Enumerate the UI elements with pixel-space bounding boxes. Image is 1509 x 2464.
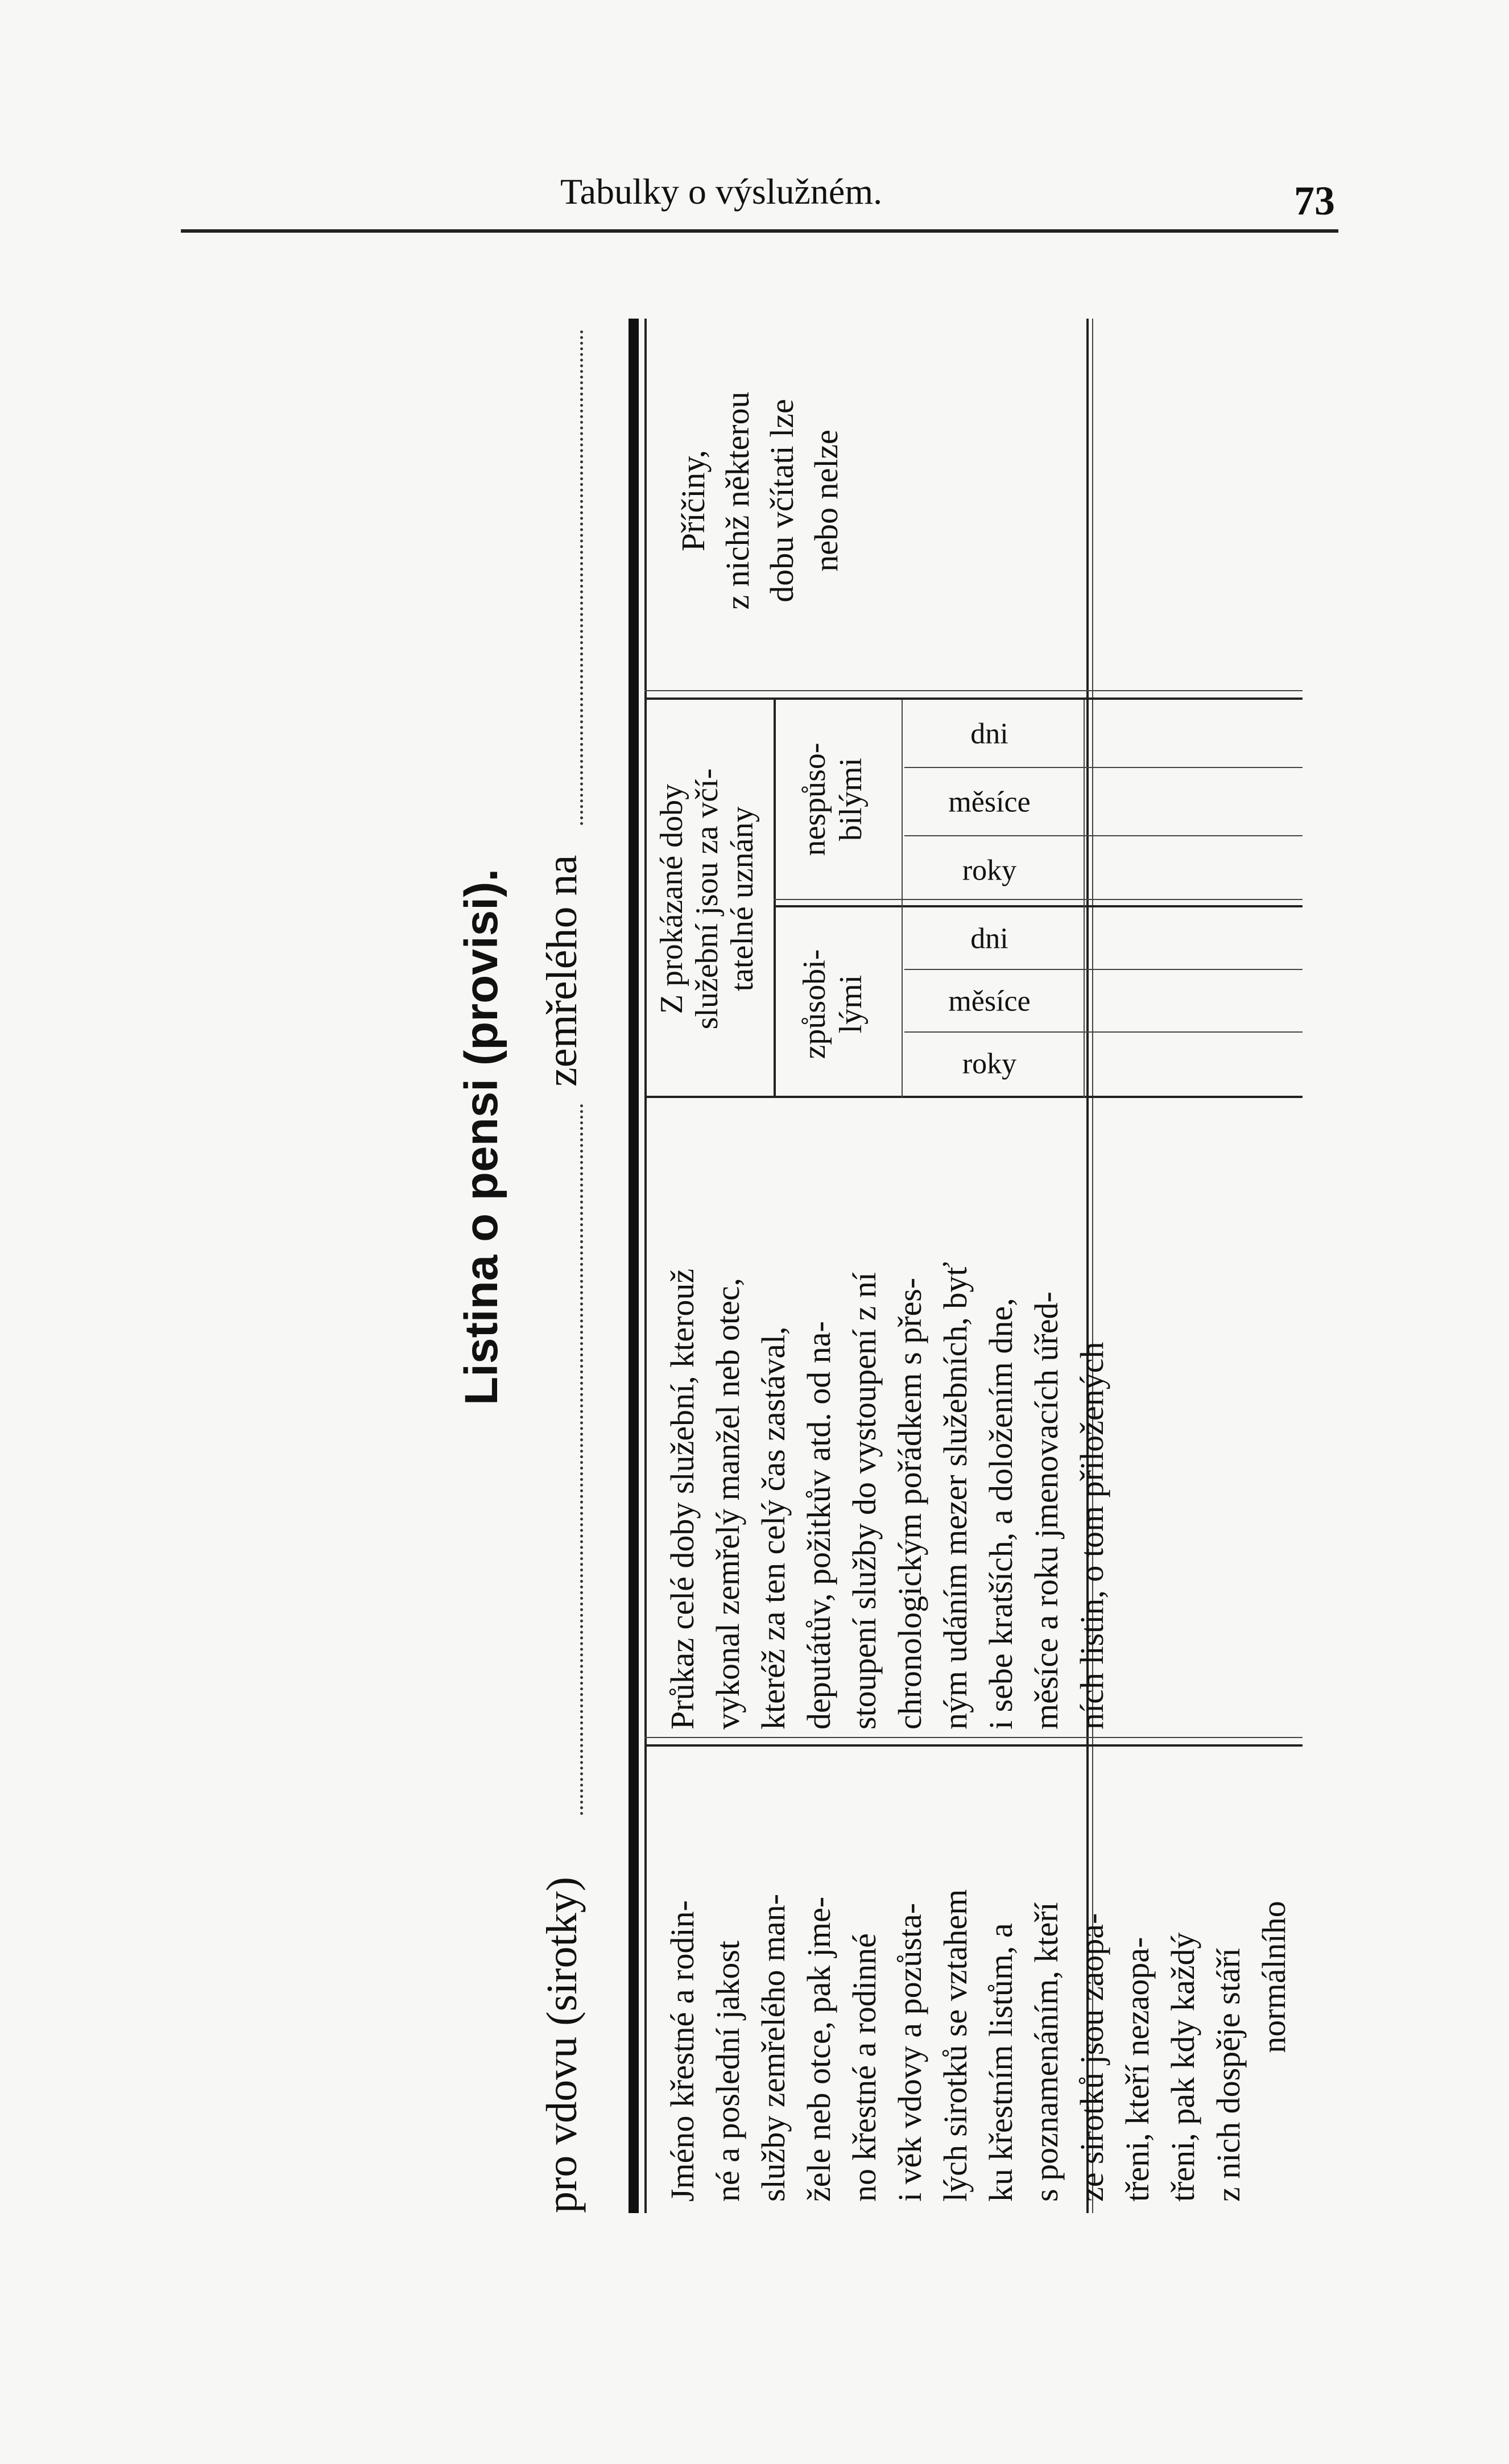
col-separator-2 <box>644 1096 1303 1098</box>
col2-line: chronologickým pořádkem s přes- <box>891 1277 928 1730</box>
col3-mid-separator-b <box>774 899 1303 900</box>
col4-line: nebo nelze <box>808 430 845 572</box>
rotated-form <box>205 307 1303 2213</box>
unit-years-1: roky <box>962 1047 1017 1080</box>
unit-sep <box>904 969 1303 970</box>
col3-sub-able <box>796 913 869 1095</box>
body-row-rule <box>1084 700 1085 1098</box>
header-rule <box>181 229 1338 233</box>
col4-line: z nichž některou <box>719 391 756 610</box>
col1-line: třeni, kteří nezaopa- <box>1119 1937 1156 2202</box>
col3-sub-unable-line: bilými <box>833 757 869 841</box>
col1-line: i věk vdovy a pozůsta- <box>891 1902 928 2202</box>
col2-line: kteréž za ten celý čas zastával, <box>755 1326 792 1730</box>
table-top-thick-rule <box>629 319 639 2213</box>
col2-line: vykonal zemřelý manžel neb otec, <box>709 1278 746 1730</box>
col3-sub-unable-line: nespůso- <box>797 742 832 856</box>
page-number: 73 <box>1294 178 1335 224</box>
col1-line: no křestné a rodinné <box>846 1933 883 2202</box>
col-separator-1b <box>644 1737 1303 1738</box>
col3-header-line: tatelné uznány <box>725 806 760 992</box>
unit-months-1: měsíce <box>948 985 1031 1018</box>
col4-header <box>671 319 849 683</box>
col1-line: žele neb otce, pak jme- <box>800 1896 837 2202</box>
unit-months-2: měsíce <box>948 786 1031 819</box>
deceased-label: zemřelého na <box>538 855 586 1087</box>
col3-header-line: Z prokázané doby <box>654 783 689 1014</box>
col3-sub-able-line: lými <box>833 975 869 1034</box>
col3-mid-separator <box>774 905 1303 907</box>
col1-line: né a poslední jakost <box>709 1940 746 2202</box>
col1-line: lých sirotků se vztahem <box>937 1889 974 2202</box>
col1-header <box>660 1752 1297 2202</box>
col3-header <box>654 708 760 1089</box>
widow-dotted-line <box>580 1104 583 1815</box>
unit-years-2: roky <box>962 854 1017 887</box>
col3-header-line: služební jsou za včí- <box>689 768 725 1030</box>
col3-sub-able-line: způsobi- <box>797 949 832 1059</box>
col-separator-3b <box>644 690 1303 691</box>
unit-days-1: dni <box>970 922 1008 955</box>
col2-header <box>660 1104 1115 1730</box>
col1-line: z nich dospěje stáří <box>1210 1947 1247 2202</box>
col2-line: deputátův, požitkův atd. od na- <box>800 1321 837 1730</box>
col1-line: třeni, pak kdy každý <box>1164 1932 1201 2202</box>
unit-sep <box>904 835 1303 836</box>
col2-line: stoupení služby do vystoupení z ní <box>846 1272 883 1730</box>
col1-line: ku křestním listům, a <box>982 1923 1019 2202</box>
col2-line: i sebe kratších, a doložením dne, <box>982 1298 1019 1730</box>
col2-line: Průkaz celé doby služební, kterouž <box>664 1268 701 1730</box>
running-header: Tabulky o výslužném. <box>560 171 883 212</box>
col-separator-1 <box>644 1744 1303 1747</box>
form-title: Listina o pensi (provisi). <box>456 868 507 1405</box>
col4-line: dobu včítati lze <box>763 399 800 602</box>
col3-sub-rule <box>902 700 903 1098</box>
col2-line: ným udáním mezer služebních, byť <box>937 1261 974 1730</box>
col-separator-3 <box>644 697 1303 700</box>
col3-sub-unable <box>796 703 869 896</box>
col4-line: Příčiny, <box>675 449 712 552</box>
table-top-rule <box>644 319 647 2213</box>
col1-line: služby zemřelého man- <box>755 1893 792 2202</box>
col1-line: s poznamenáním, kteří <box>1028 1902 1065 2202</box>
col2-line: měsíce a roku jmenovacích úřed- <box>1028 1291 1065 1730</box>
col1-line: Jméno křestné a rodin- <box>664 1900 701 2202</box>
col1-line: ze sirotků jsou zaopa- <box>1073 1913 1110 2202</box>
unit-sep <box>904 767 1303 768</box>
unit-days-2: dni <box>970 717 1008 750</box>
widow-label: pro vdovu (sirotky) <box>538 1876 586 2213</box>
deceased-dotted-line <box>580 330 583 825</box>
unit-sep <box>904 1031 1303 1033</box>
col2-line: ních listin, o tom přiložených <box>1073 1342 1110 1730</box>
col1-line: normálního <box>1255 1901 1292 2053</box>
